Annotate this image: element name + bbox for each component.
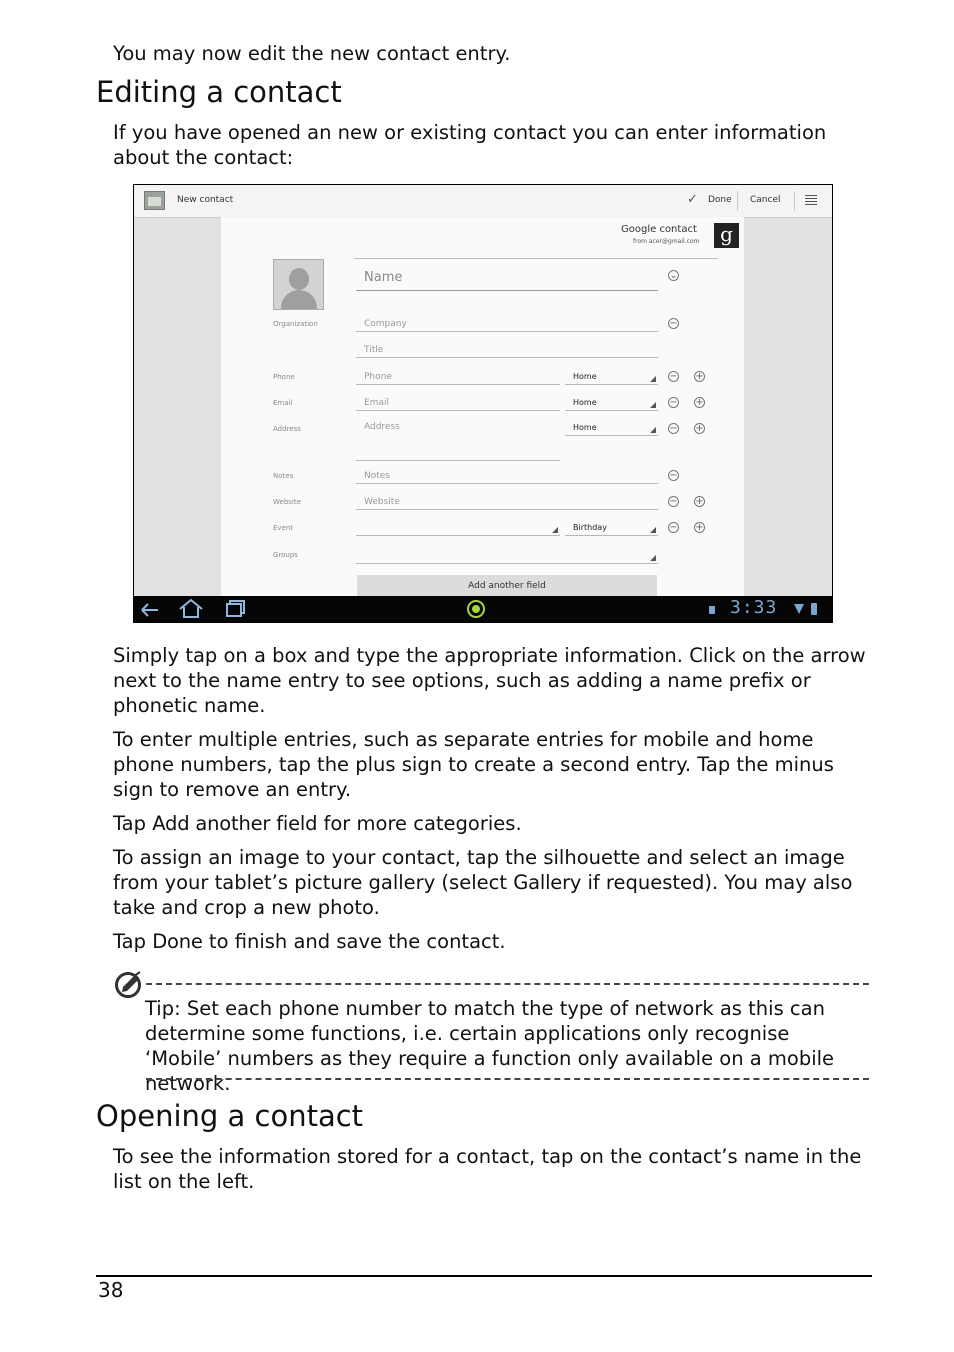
phone-field[interactable]: Phone <box>356 369 560 385</box>
address-field[interactable]: Address <box>356 419 560 461</box>
label-organization: Organization <box>273 320 318 328</box>
event-type-select[interactable]: Birthday <box>565 520 658 536</box>
website-field[interactable]: Website <box>356 494 658 510</box>
contact-photo-placeholder-icon[interactable] <box>273 259 324 310</box>
label-phone: Phone <box>273 373 295 381</box>
footer-rule <box>96 1275 872 1277</box>
label-event: Event <box>273 524 294 532</box>
company-field[interactable]: Company <box>356 316 658 332</box>
account-name: Google contact <box>621 224 697 235</box>
plus-icon[interactable]: + <box>695 496 704 507</box>
label-notes: Notes <box>273 472 294 480</box>
tip-bottom-divider <box>146 1078 869 1080</box>
account-email: from acer@gmail.com <box>633 238 700 245</box>
minus-icon[interactable]: − <box>669 470 678 481</box>
paragraph-add-field: Tap Add another field for more categories. <box>113 812 522 835</box>
paragraph-multiple-entries: To enter multiple entries, such as separate entries for mobile and home phone numbers, tap the plus sign to create a second entry. Tap the minus sign to remove an entry. <box>113 728 834 801</box>
section-heading-editing: Editing a contact <box>96 75 342 109</box>
email-type-select[interactable]: Home <box>565 395 658 411</box>
label-address: Address <box>273 425 301 433</box>
checkmark-icon[interactable]: ✓ <box>687 192 698 207</box>
email-field[interactable]: Email <box>356 395 560 411</box>
name-field[interactable]: Name <box>356 267 658 291</box>
intro-text: You may now edit the new contact entry. <box>113 42 511 65</box>
tip-label: Tip: <box>145 997 181 1020</box>
recent-apps-icon[interactable] <box>227 601 244 616</box>
done-button[interactable]: Done <box>708 195 732 205</box>
notes-field[interactable]: Notes <box>356 468 658 484</box>
action-bar <box>134 185 832 218</box>
tip-text: Tip: Set each phone number to match the type of network as this can determine some functions, i.e. certain applications only recognise ‘Mobile’ numbers as they require a function only available on a mobile network. <box>145 997 835 1095</box>
key-add-another-field: Add another field <box>152 812 318 835</box>
minus-icon[interactable]: − <box>669 318 678 329</box>
page-number: 38 <box>98 1278 124 1302</box>
minus-icon[interactable]: − <box>669 371 678 382</box>
menu-icon[interactable] <box>805 195 817 205</box>
groups-select[interactable] <box>356 546 658 564</box>
status-clock: 3:33 <box>730 597 778 618</box>
event-date-field[interactable] <box>356 520 560 536</box>
address-type-select[interactable]: Home <box>565 420 658 436</box>
contact-form <box>221 217 744 597</box>
paragraph-tap-box: Simply tap on a box and type the appropriate information. Click on the arrow next to the name entry to see options, such as adding a name prefix or phonetic name. <box>113 644 866 717</box>
plus-icon[interactable]: + <box>695 522 704 533</box>
system-navigation-bar <box>134 596 832 622</box>
key-gallery: Gallery <box>513 871 582 894</box>
phone-type-select[interactable]: Home <box>565 369 658 385</box>
chevron-down-icon[interactable]: ⌄ <box>669 270 678 281</box>
add-another-field-button[interactable]: Add another field <box>357 575 657 597</box>
minus-icon[interactable]: − <box>669 423 678 434</box>
cancel-button[interactable]: Cancel <box>750 195 781 205</box>
minus-icon[interactable]: − <box>669 496 678 507</box>
paragraph-assign-image: To assign an image to your contact, tap the silhouette and select an image from your tablet’s picture gallery (select Gallery if requested). You may also take and crop a new photo. <box>113 846 853 919</box>
action-bar-title: New contact <box>177 195 234 205</box>
plus-icon[interactable]: + <box>695 397 704 408</box>
note-icon <box>114 970 146 1006</box>
section-lead-editing: If you have opened an new or existing contact you can enter information about the contact: <box>113 121 827 169</box>
home-icon[interactable] <box>180 600 202 617</box>
minus-icon[interactable]: − <box>669 522 678 533</box>
label-groups: Groups <box>273 551 298 559</box>
section-heading-opening: Opening a contact <box>96 1099 364 1133</box>
key-done: Done <box>152 930 203 953</box>
label-website: Website <box>273 498 301 506</box>
label-email: Email <box>273 399 293 407</box>
app-icon <box>144 191 165 210</box>
paragraph-done: Tap Done to finish and save the contact. <box>113 930 506 953</box>
back-icon[interactable] <box>142 604 158 616</box>
plus-icon[interactable]: + <box>695 423 704 434</box>
launcher-icon[interactable] <box>468 601 484 617</box>
google-logo-icon: g <box>714 223 739 248</box>
minus-icon[interactable]: − <box>669 397 678 408</box>
plus-icon[interactable]: + <box>695 371 704 382</box>
contact-editor-screenshot <box>133 184 833 623</box>
section-lead-opening: To see the information stored for a contact, tap on the contact’s name in the list on the left. <box>113 1145 862 1193</box>
title-field[interactable]: Title <box>356 342 658 358</box>
tip-top-divider <box>146 983 869 985</box>
